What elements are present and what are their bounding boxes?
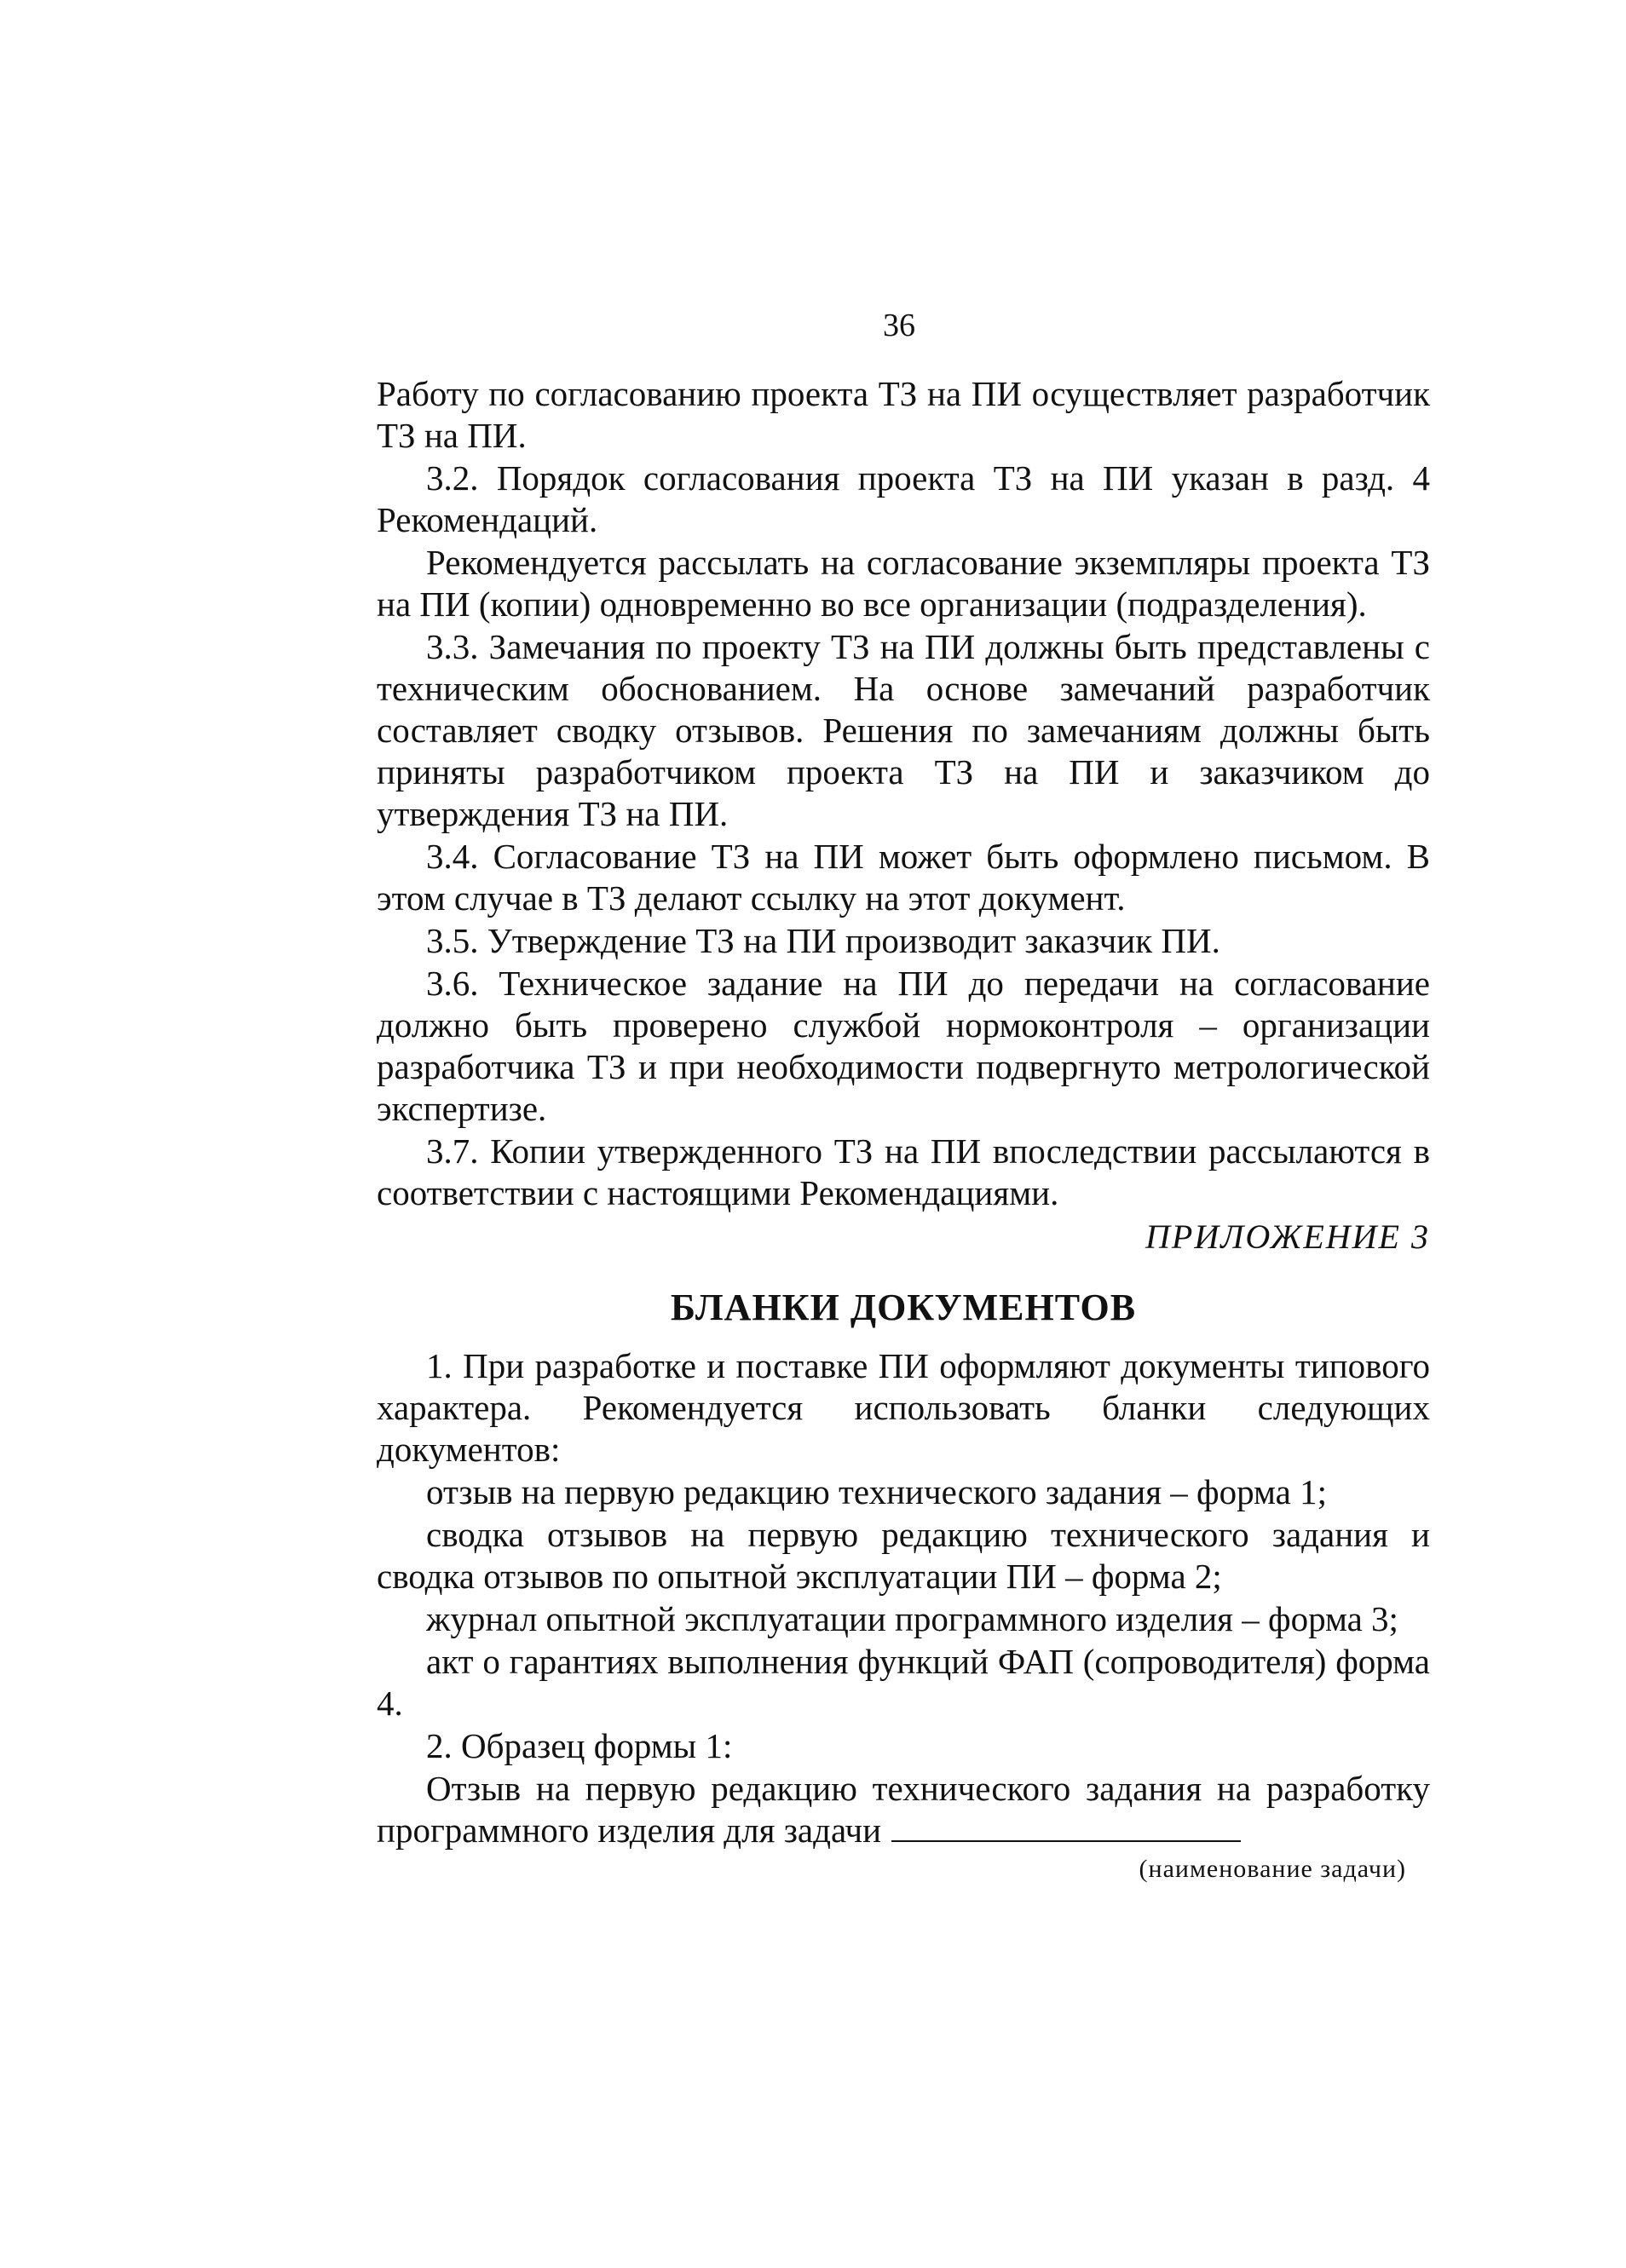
page-number: 36 xyxy=(883,308,915,343)
page-content xyxy=(377,373,1430,1886)
paragraph: 3.7. Копии утвержденного ТЗ на ПИ впоследствии рассылаются в соответствии с настоящими Рекомендациями. xyxy=(377,1131,1430,1212)
paragraph: 1. При разработке и поставке ПИ оформляют документы типового характера. Рекомендуется использовать бланки следующих документов: xyxy=(377,1346,1430,1469)
paragraph: 3.4. Согласование ТЗ на ПИ может быть оформлено письмом. В этом случае в ТЗ делают ссылку на этот документ. xyxy=(377,837,1430,918)
paragraph: 3.6. Техническое задание на ПИ до передачи на согласование должно быть проверено службой нормоконтроля – организации разработчика ТЗ и при необходимости подвергнуто метрологической экспертизе. xyxy=(377,964,1430,1128)
section-title: БЛАНКИ ДОКУМЕНТОВ xyxy=(670,1287,1137,1328)
paragraph: 3.3. Замечания по проекту ТЗ на ПИ должны быть представлены с техническим обоснованием. На основе замечаний разработчик составляет сводку отзывов. Решения по замечаниям должны быть приняты разработчиком проекта ТЗ на ПИ и заказчиком до утверждения ТЗ на ПИ. xyxy=(377,627,1430,833)
form-text-line xyxy=(377,1768,1430,1851)
form-text: Отзыв на первую редакцию технического задания на разработку программного изделия для задачи xyxy=(377,1769,1430,1850)
paragraph: Работу по согласованию проекта ТЗ на ПИ осуществляет разработчик ТЗ на ПИ. xyxy=(377,374,1430,455)
paragraph: 3.2. Порядок согласования проекта ТЗ на ПИ указан в разд. 4 Рекомендаций. xyxy=(377,458,1430,539)
list-item: сводка отзывов на первую редакцию технического задания и сводка отзывов по опытной эксплуатации ПИ – форма 2; xyxy=(377,1515,1430,1596)
list-item: отзыв на первую редакцию технического задания – форма 1; xyxy=(426,1472,1328,1511)
paragraph: 3.5. Утверждение ТЗ на ПИ производит заказчик ПИ. xyxy=(426,921,1220,960)
list-item: акт о гарантиях выполнения функций ФАП (сопроводителя) форма 4. xyxy=(377,1642,1430,1723)
appendix-label: ПРИЛОЖЕНИЕ 3 xyxy=(1145,1217,1430,1256)
paragraph: Рекомендуется рассылать на согласование экземпляры проекта ТЗ на ПИ (копии) одновременно во все организации (подразделения). xyxy=(377,543,1430,624)
blank-caption: (наименование задачи) xyxy=(1139,1855,1406,1883)
list-item: журнал опытной эксплуатации программного изделия – форма 3; xyxy=(426,1599,1398,1638)
blank-line xyxy=(891,1840,1241,1842)
paragraph: 2. Образец формы 1: xyxy=(426,1726,733,1765)
